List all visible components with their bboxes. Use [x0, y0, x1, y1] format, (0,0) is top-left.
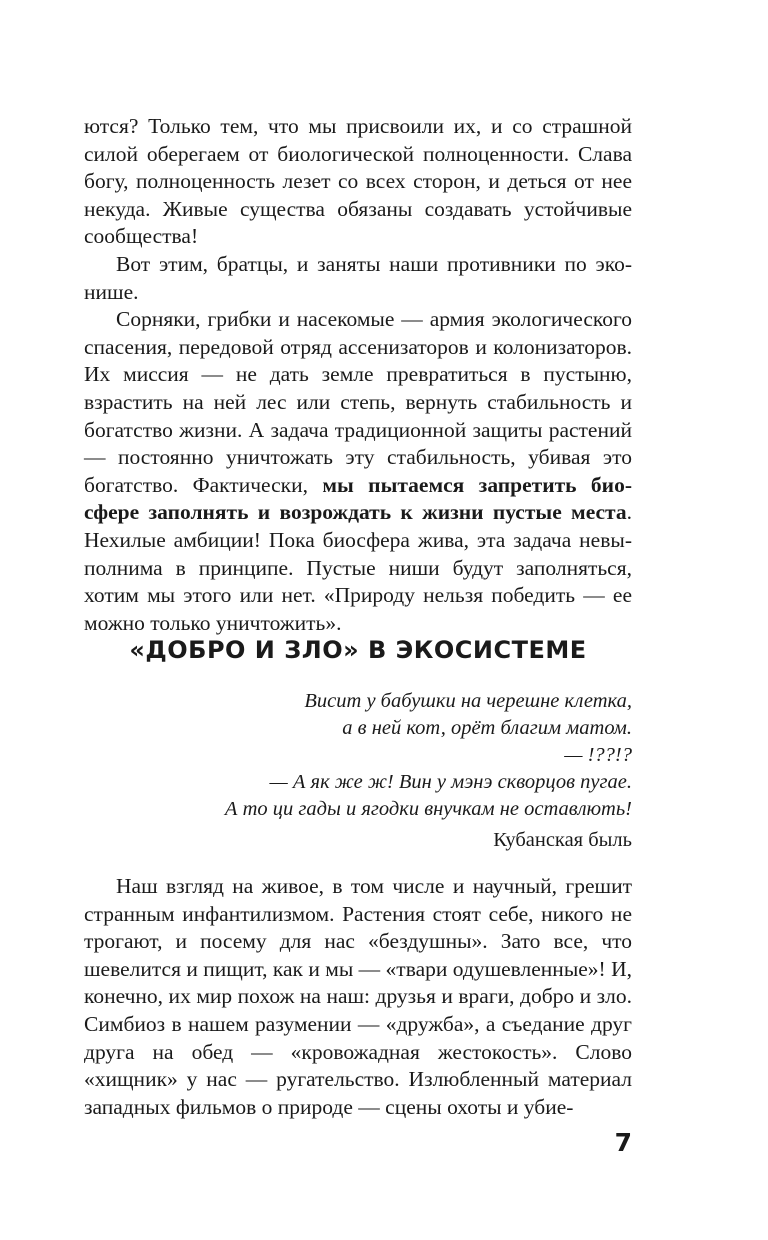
epigraph-source: Кубанская быль — [493, 829, 632, 851]
paragraph-3-start: Сорняки, грибки и насекомые — армия экологического спасения, передовой отряд ассенизаторов и колонизаторов. Их миссия — не дать земле превратиться в пустыню, взрастить на ней лес или степь, вернуть стабильность и богатство жизни. А задача традиционной защиты растений — постоянно уничтожать эту стабильность, убивая это богатство. Фактически, — [84, 307, 632, 497]
epigraph-line: — !??!? — [564, 744, 632, 766]
epigraph — [84, 688, 632, 854]
epigraph-line: — А як же ж! Вин у мэнэ скворцов пугае. — [269, 771, 632, 793]
paragraph-3-bold: мы пытаемся запретить биосфере заполнять и возрождать к жизни пустые места — [84, 472, 632, 525]
paragraph-1: ются? Только тем, что мы присвоили их, и со страшной силой оберегаем от биологической полноценности. Слава богу, полноценность лезет со всех сторон, и деться от нее некуда. Живые существа обязаны создавать устойчивые сообщества! — [84, 114, 632, 249]
page-number: 7 — [614, 1128, 632, 1157]
paragraph-4: Наш взгляд на живое, в том числе и научный, грешит странным инфантилизмом. Растения стоят себе, никого не трогают, и посему для нас «бездушны». Зато все, что шевелится и пищит, как и мы — «твари одушевленные»! И, конечно, их мир похож на наш: друзья и враги, добро и зло. Симбиоз в нашем разумении — «дружба», а съедание друг друга на обед — «кровожадная жестокость». Слово «хищник» у нас — ругательство. Излюбленный материал западных фильмов о природе — сцены охоты и убие- — [84, 874, 632, 1119]
text-block-top — [84, 113, 632, 637]
epigraph-line: Висит у бабушки на черешне клетка, — [304, 690, 632, 712]
epigraph-line: А то ци гады и ягодки внучкам не оставлють! — [224, 798, 632, 820]
paragraph-3 — [84, 306, 632, 637]
paragraph-2: Вот этим, братцы, и заняты наши противники по эконише. — [84, 251, 632, 304]
paragraph-3-end: . Нехилые амбиции! Пока биосфера жива, эта задача невыполнима в принципе. Пустые ниши будут заполняться, хотим мы этого или нет. «Природу нельзя победить — ее можно только уничтожить». — [84, 500, 632, 635]
text-block-bottom — [84, 873, 632, 1121]
section-heading: «ДОБРО И ЗЛО» В ЭКОСИСТЕМЕ — [129, 636, 587, 664]
epigraph-line: а в ней кот, орёт благим матом. — [342, 717, 632, 739]
